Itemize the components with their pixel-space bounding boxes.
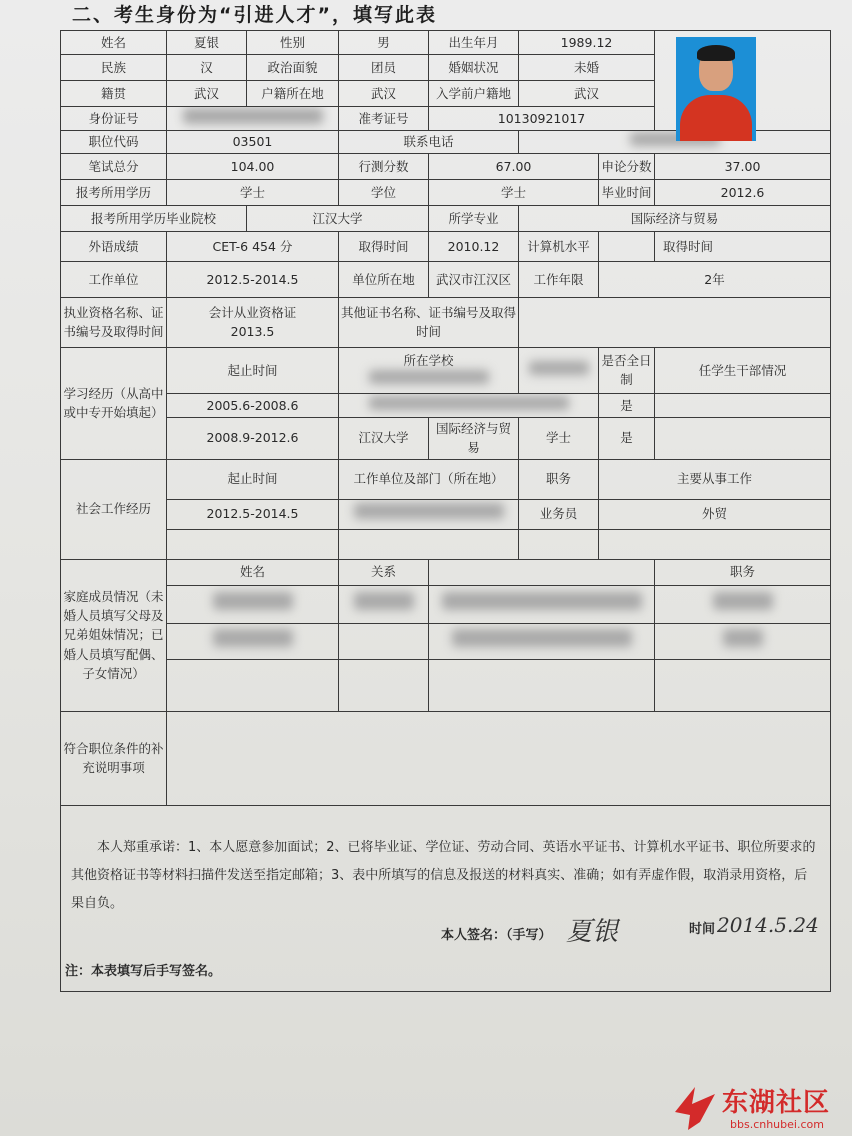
study-row-1-fulltime: 是: [599, 393, 655, 417]
hukou-value: 武汉: [339, 81, 429, 107]
political-label: 政治面貌: [247, 55, 339, 81]
social-row-post: 业务员: [519, 499, 599, 529]
location-value: 武汉市江汉区: [429, 261, 519, 297]
cert-label: 执业资格名称、证书编号及取得时间: [61, 297, 167, 347]
political-value: 团员: [339, 55, 429, 81]
study-row-2-degree: 学士: [519, 417, 599, 459]
family-row-1-name-redacted: [167, 585, 339, 623]
work-unit-label: 工作单位: [61, 261, 167, 297]
social-col-period: 起止时间: [167, 459, 339, 499]
study-row-1-period: 2005.6-2008.6: [167, 393, 339, 417]
signature-label: 本人签名：（手写）: [441, 927, 552, 943]
grad-time-value: 2012.6: [655, 179, 831, 205]
family-col-blank: [429, 559, 655, 585]
years-value: 2年: [599, 261, 831, 297]
study-col-blurred: [519, 347, 599, 393]
degree-level-label: 报考所用学历: [61, 179, 167, 205]
cert-name: 会计从业资格证: [208, 304, 297, 320]
degree-label: 学位: [339, 179, 429, 205]
school-label: 报考所用学历毕业院校: [61, 205, 247, 231]
job-code-label: 职位代码: [61, 131, 167, 153]
family-label: 家庭成员情况（未婚人员填写父母及兄弟姐妹情况；已婚人员填写配偶、子女情况）: [61, 559, 167, 711]
id-value-redacted: [167, 107, 339, 131]
study-row-1-school-redacted: [339, 393, 599, 417]
native-value: 武汉: [167, 81, 247, 107]
shenlun-label: 申论分数: [599, 153, 655, 179]
exam-no-label: 准考证号: [339, 107, 429, 131]
footnote: 注：本表填写后手写签名。: [65, 964, 222, 980]
gender-label: 性别: [247, 31, 339, 55]
school-value: 江汉大学: [247, 205, 429, 231]
watermark-brand: 东湖社区: [722, 1088, 831, 1118]
date-label: 时间: [689, 921, 716, 937]
cert-time: 2013.5: [230, 324, 275, 340]
total-score-value: 104.00: [167, 153, 339, 179]
form-title: 二、考生身份为“引进人才”，填写此表: [72, 4, 437, 26]
phoenix-icon: [670, 1082, 720, 1132]
study-label: 学习经历（从高中或中专开始填起）: [61, 347, 167, 459]
study-row-2-cadre: [655, 417, 831, 459]
social-row-main: 外贸: [599, 499, 831, 529]
id-label: 身份证号: [61, 107, 167, 131]
social-label: 社会工作经历: [61, 459, 167, 559]
cert-value: [167, 297, 339, 347]
lang-value: CET-6 454 分: [167, 231, 339, 261]
handwritten-signature: 夏银: [566, 916, 619, 947]
social-col-post: 职务: [519, 459, 599, 499]
study-row-2-school: 江汉大学: [339, 417, 429, 459]
lang-label: 外语成绩: [61, 231, 167, 261]
preenroll-label: 入学前户籍地: [429, 81, 519, 107]
job-code-value: 03501: [167, 131, 339, 153]
marital-value: 未婚: [519, 55, 655, 81]
exam-no-value: 10130921017: [429, 107, 655, 131]
ethnic-label: 民族: [61, 55, 167, 81]
birth-value: 1989.12: [519, 31, 655, 55]
hukou-label: 户籍所在地: [247, 81, 339, 107]
form-sheet: [60, 30, 840, 1060]
study-col-cadre: 任学生干部情况: [655, 347, 831, 393]
computer-value: [599, 231, 655, 261]
form-table: [60, 30, 831, 992]
family-col-post: 职务: [655, 559, 831, 585]
shenlun-value: 37.00: [655, 153, 831, 179]
handwritten-date: 2014.5.24: [717, 912, 819, 937]
xingce-value: 67.00: [429, 153, 599, 179]
name-label: 姓名: [61, 31, 167, 55]
phone-value-redacted: [519, 131, 831, 153]
family-col-name: 姓名: [167, 559, 339, 585]
pledge-cell: [61, 805, 831, 991]
other-cert-value: [519, 297, 831, 347]
degree-level-value: 学士: [167, 179, 339, 205]
major-label: 所学专业: [429, 205, 519, 231]
computer-time-label: 取得时间: [655, 231, 831, 261]
xingce-label: 行测分数: [339, 153, 429, 179]
supplement-label: 符合职位条件的补充说明事项: [61, 711, 167, 805]
major-value: 国际经济与贸易: [519, 205, 831, 231]
family-col-relation: 关系: [339, 559, 429, 585]
watermark-url: bbs.cnhubei.com: [730, 1118, 824, 1131]
lang-time-value: 2010.12: [429, 231, 519, 261]
social-row-period: 2012.5-2014.5: [167, 499, 339, 529]
study-row-2-period: 2008.9-2012.6: [167, 417, 339, 459]
marital-label: 婚姻状况: [429, 55, 519, 81]
study-row-1-cadre: [655, 393, 831, 417]
supplement-value: [167, 711, 831, 805]
watermark-logo: [670, 1080, 850, 1136]
study-row-2-major: 国际经济与贸易: [429, 417, 519, 459]
social-col-main: 主要从事工作: [599, 459, 831, 499]
native-label: 籍贯: [61, 81, 167, 107]
location-label: 单位所在地: [339, 261, 429, 297]
gender-value: 男: [339, 31, 429, 55]
work-period-value: 2012.5-2014.5: [167, 261, 339, 297]
birth-label: 出生年月: [429, 31, 519, 55]
grad-time-label: 毕业时间: [599, 179, 655, 205]
other-cert-label: 其他证书名称、证书编号及取得时间: [339, 297, 519, 347]
degree-value: 学士: [429, 179, 599, 205]
study-row-2-fulltime: 是: [599, 417, 655, 459]
phone-label: 联系电话: [339, 131, 519, 153]
social-row-unit-redacted: [339, 499, 519, 529]
social-col-unit: 工作单位及部门（所在地）: [339, 459, 519, 499]
ethnic-value: 汉: [167, 55, 247, 81]
study-col-school: 所在学校: [339, 347, 519, 393]
preenroll-value: 武汉: [519, 81, 655, 107]
lang-time-label: 取得时间: [339, 231, 429, 261]
applicant-photo: [676, 37, 756, 141]
name-value: 夏银: [167, 31, 247, 55]
years-label: 工作年限: [519, 261, 599, 297]
pledge-text: 本人郑重承诺：1、本人愿意参加面试；2、已将毕业证、学位证、劳动合同、英语水平证书、计算机水平证书、职位所要求的其他资格证书等材料扫描件发送至指定邮箱；3、表中所填写的信息及报送的材料真实、准确；如有弄虚作假，取消录用资格，后果自负。: [71, 839, 816, 911]
study-col-period: 起止时间: [167, 347, 339, 393]
total-score-label: 笔试总分: [61, 153, 167, 179]
study-col-fulltime: 是否全日制: [599, 347, 655, 393]
computer-label: 计算机水平: [519, 231, 599, 261]
